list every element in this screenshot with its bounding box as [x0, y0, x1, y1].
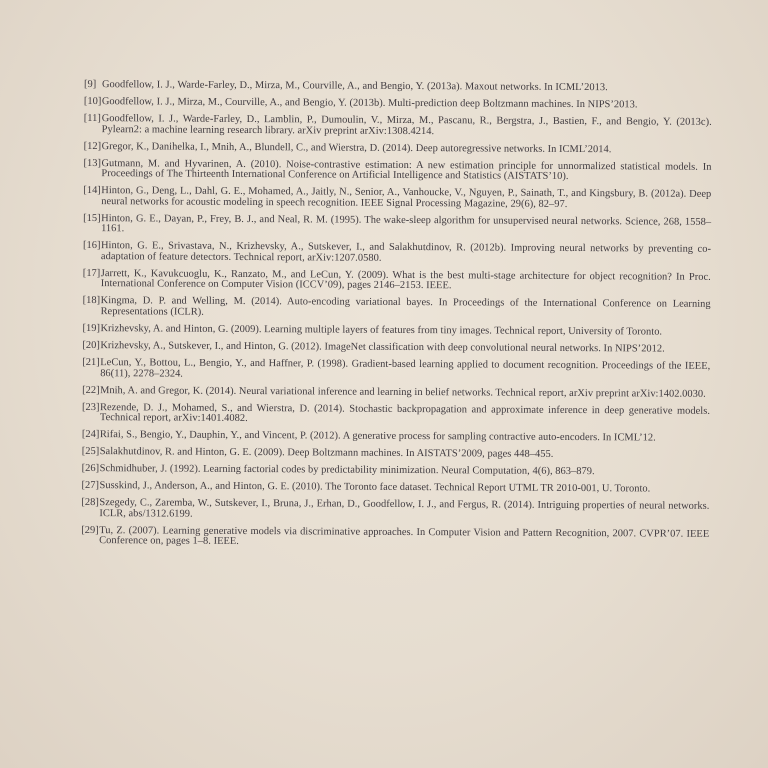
reference-item: [82, 324, 710, 338]
reference-number: [29]: [81, 524, 99, 536]
reference-text: Goodfellow, I. J., Warde-Farley, D., Lamblin, P., Dumoulin, V., Mirza, M., Pascanu, R., Bergstra, J., Bastien, F., and Bengio, Y. (2013c). Pylearn2: a machine learning research library. arXiv preprint arXiv:1308.4214.: [101, 113, 712, 137]
reference-number: [23]: [81, 401, 100, 413]
reference-number: [24]: [81, 429, 100, 441]
reference-item: [81, 481, 709, 495]
reference-number: [27]: [81, 480, 100, 492]
reference-item: [82, 403, 710, 428]
reference-number: [13]: [83, 157, 102, 169]
reference-number: [9]: [83, 79, 97, 91]
reference-text: Mnih, A. and Gregor, K. (2014). Neural variational inference and learning in belief networks. Technical report, arXiv preprint arXiv:1402.0030.: [100, 384, 706, 400]
reference-text: Krizhevsky, A., Sutskever, I., and Hinton, G. (2012). ImageNet classification with deep convolutional neural networks. In NIPS’2012.: [100, 340, 665, 355]
reference-item: [82, 341, 710, 355]
reference-text: Hinton, G. E., Dayan, P., Frey, B. J., and Neal, R. M. (1995). The wake-sleep algorithm for unsupervised neural networks. Science, 268, 1558–1161.: [101, 212, 712, 235]
reference-text: Hinton, G. E., Srivastava, N., Krizhevsky, A., Sutskever, I., and Salakhutdinov, R. (2012b). Improving neural networks by preventing co-adaptation of feature detectors. Technical report, arXiv:1207.0580.: [100, 240, 712, 264]
reference-text: Susskind, J., Anderson, A., and Hinton, G. E. (2010). The Toronto face dataset. Technical Report UTML TR 2010-001, U. Toronto.: [99, 480, 651, 495]
reference-item: [84, 97, 712, 111]
reference-number: [12]: [83, 140, 102, 152]
reference-item: [82, 447, 710, 461]
reference-item: [84, 114, 712, 139]
reference-number: [26]: [81, 463, 100, 475]
reference-text: Tu, Z. (2007). Learning generative models via discriminative approaches. In Computer Vision and Pattern Recognition, 2007. CVPR’07. IEEE Conference on, pages 1–8. IEEE.: [99, 524, 710, 548]
reference-text: LeCun, Y., Bottou, L., Bengio, Y., and Haffner, P. (1998). Gradient-based learning applied to document recognition. Proceedings of the IEEE, 86(11), 2278–2324.: [100, 357, 711, 380]
reference-item: [81, 526, 709, 551]
reference-number: [25]: [81, 446, 100, 458]
reference-text: Krizhevsky, A. and Hinton, G. (2009). Learning multiple layers of features from tiny images. Technical report, University of Toronto.: [100, 323, 663, 338]
reference-item: [82, 464, 710, 478]
reference-number: [17]: [82, 267, 101, 279]
reference-number: [16]: [82, 240, 101, 252]
reference-number: [11]: [83, 112, 101, 125]
reference-list: [81, 80, 712, 557]
reference-item: [83, 296, 711, 321]
reference-number: [15]: [83, 212, 101, 224]
reference-text: Goodfellow, I. J., Mirza, M., Courville, A., and Bengio, Y. (2013b). Multi-prediction deep Boltzmann machines. In NIPS’2013.: [101, 96, 638, 111]
reference-item: [83, 214, 711, 239]
reference-item: [84, 80, 712, 94]
reference-text: Jarrett, K., Kavukcuoglu, K., Ranzato, M., and LeCun, Y. (2009). What is the best multi-stage architecture for object recognition? In Proc. International Conference on Computer Vision (ICCV’09), pages 2146–2153. IEEE.: [100, 267, 711, 292]
reference-item: [83, 241, 711, 266]
reference-number: [18]: [82, 295, 101, 307]
reference-number: [14]: [83, 185, 101, 197]
reference-text: Kingma, D. P. and Welling, M. (2014). Auto-encoding variational bayes. In Proceedings of the International Conference on Learning Representations (ICLR).: [100, 295, 711, 318]
reference-number: [19]: [82, 322, 101, 335]
reference-item: [84, 142, 712, 156]
reference-item: [82, 430, 710, 444]
reference-number: [22]: [82, 384, 100, 396]
reference-item: [83, 186, 711, 211]
reference-item: [82, 386, 710, 400]
reference-text: Schmidhuber, J. (1992). Learning factorial codes by predictability minimization. Neural Computation, 4(6), 863–879.: [99, 463, 595, 478]
reference-item: [83, 159, 711, 184]
reference-number: [10]: [83, 95, 102, 108]
reference-item: [83, 269, 711, 294]
reference-text: Hinton, G., Deng, L., Dahl, G. E., Mohamed, A., Jaitly, N., Senior, A., Vanhoucke, V., Nguyen, P., Sainath, T., and Kingsbury, B. (2012a). Deep neural networks for acoustic modeling in speech recognition. IEEE Signal Processing Magazine, 29(6), 82–97.: [101, 185, 712, 210]
reference-text: Gregor, K., Danihelka, I., Mnih, A., Blundell, C., and Wierstra, D. (2014). Deep autoregressive networks. In ICML’2014.: [101, 140, 612, 155]
reference-text: Goodfellow, I. J., Warde-Farley, D., Mirza, M., Courville, A., and Bengio, Y. (2013a). Maxout networks. In ICML’2013.: [101, 79, 608, 94]
reference-item: [81, 498, 709, 523]
reference-text: Rifai, S., Bengio, Y., Dauphin, Y., and Vincent, P. (2012). A generative process for sampling contractive auto-encoders. In ICML’12.: [99, 429, 656, 444]
reference-number: [21]: [82, 356, 100, 369]
reference-text: Salakhutdinov, R. and Hinton, G. E. (2009). Deep Boltzmann machines. In AISTATS’2009, pages 448–455.: [99, 446, 554, 460]
reference-text: Szegedy, C., Zaremba, W., Sutskever, I., Bruna, J., Erhan, D., Goodfellow, I. J., and Fergus, R. (2014). Intriguing properties of neural networks. ICLR, abs/1312.6199.: [99, 497, 710, 520]
reference-number: [28]: [81, 497, 99, 509]
reference-text: Rezende, D. J., Mohamed, S., and Wierstra, D. (2014). Stochastic backpropagation and approximate inference in deep generative models. Technical report, arXiv:1401.4082.: [99, 401, 711, 425]
reference-item: [82, 358, 710, 383]
reference-number: [20]: [82, 339, 100, 352]
reference-text: Gutmann, M. and Hyvarinen, A. (2010). Noise-contrastive estimation: A new estimation principle for unnormalized statistical models. In Proceedings of The Thirteenth International Conference on Artificial Intelligence and Statistics (AISTATS’10).: [101, 157, 712, 183]
